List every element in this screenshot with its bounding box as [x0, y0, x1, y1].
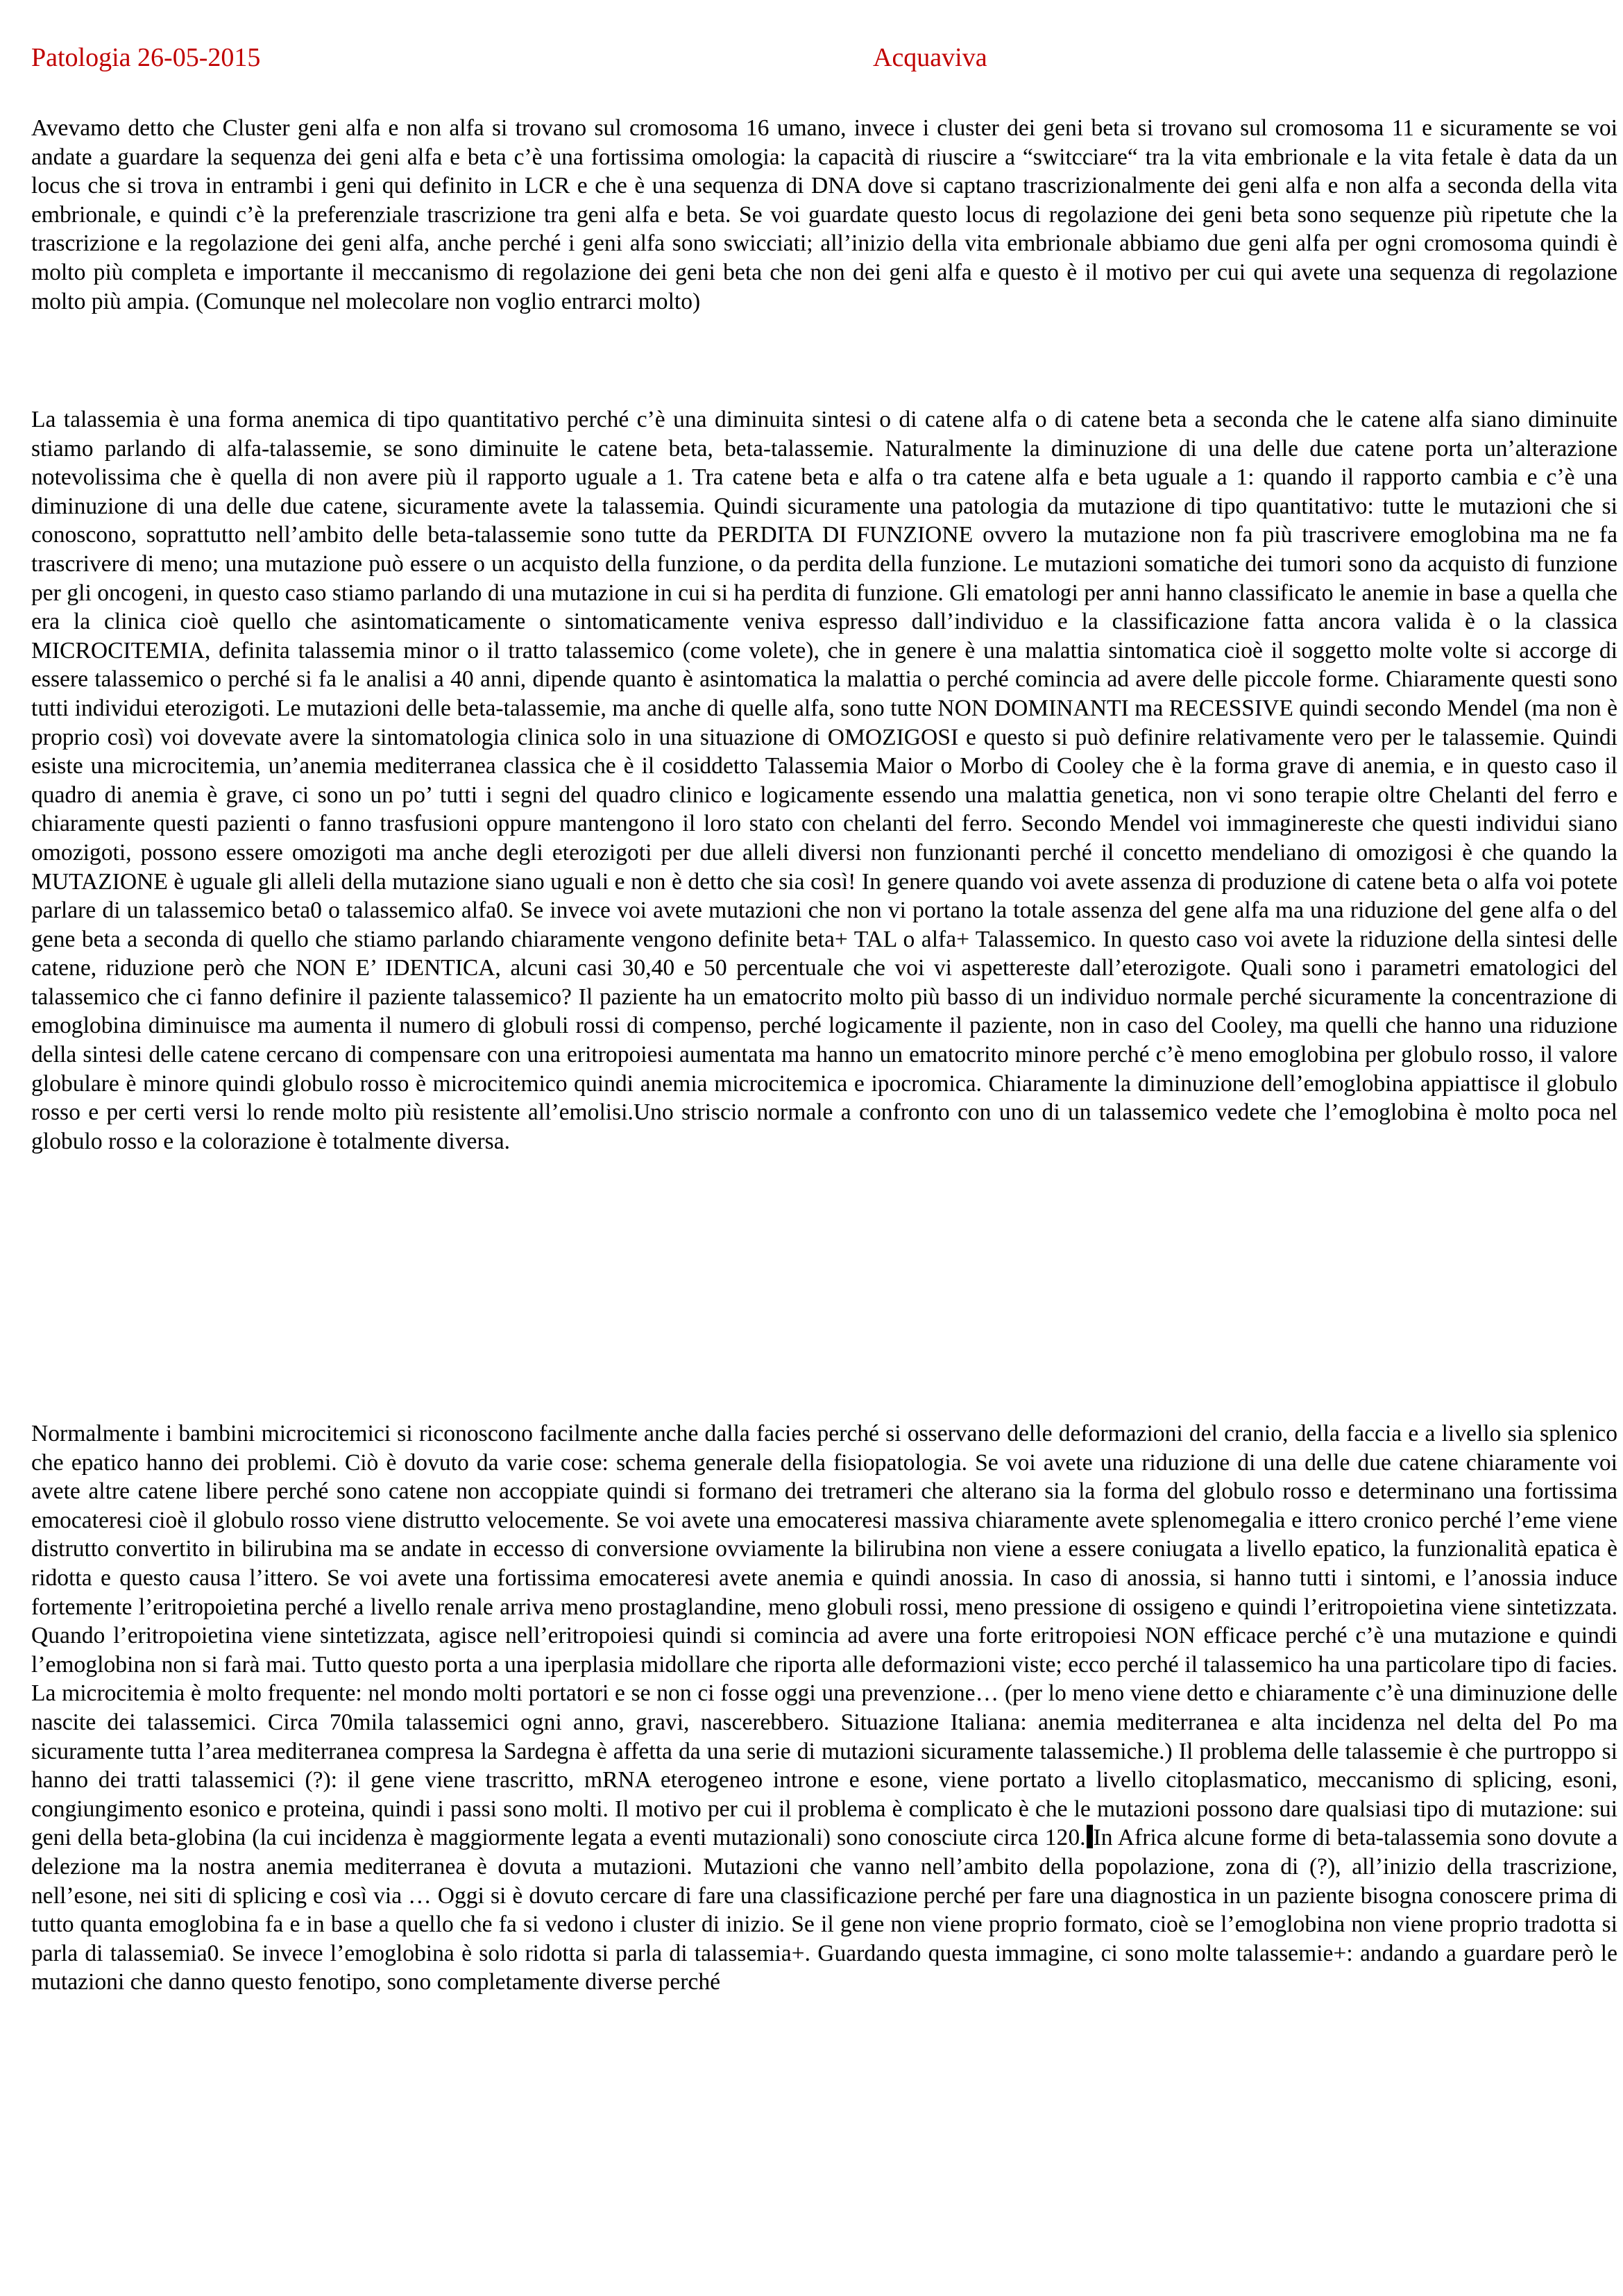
paragraph-3-part-2: In Africa alcune forme di beta-talassemia sono dovute a delezione ma la nostra anemia mediterranea è dovuta a mutazioni. Mutazioni che vanno nell’ambito della popolazione, zona di (?), all’inizio della trascrizione, nell’esone, nei siti di splicing e così via … Oggi si è dovuto cercare di fare una classificazione perché per fare una diagnostica in un paziente bisogna conoscere prima di tutto quanta emoglobina fa e in base a quello che fa si vedono i cluster di inizio. Se il gene non viene proprio formato, cioè se l’emoglobina non viene proprio tradotta si parla di talassemia0. Se invece l’emoglobina è solo ridotta si parla di talassemia+. Guardando questa immagine, ci sono molte talassemie+: andando a guardare però le mutazioni che danno questo fenotipo, sono completamente diverse perché: [31, 1825, 1617, 1995]
document-title: Patologia 26-05-2015: [31, 43, 261, 72]
document-author: Acquaviva: [873, 43, 987, 72]
text-cursor-icon: [1087, 1825, 1093, 1848]
paragraph-3: [31, 1419, 1617, 1997]
paragraph-1: Avevamo detto che Cluster geni alfa e non alfa si trovano sul cromosoma 16 umano, invece i cluster dei geni beta si trovano sul cromosoma 11 e sicuramente se voi andate a guardare la sequenza dei geni alfa e beta c’è una fortissima omologia: la capacità di riuscire a “switcciare“ tra la vita embrionale e la vita fetale è data da un locus che si trova in entrambi i geni qui definito in LCR e che è una sequenza di DNA dove si captano trascrizionalmente dei geni alfa e non alfa a seconda della vita embrionale, e quindi c’è la preferenziale trascrizione tra geni alfa e beta. Se voi guardate questo locus di regolazione dei geni beta sono sequenze più ripetute che la trascrizione e la regolazione dei geni alfa, anche perché i geni alfa sono swicciati; all’inizio della vita embrionale abbiamo due geni alfa per ogni cromosoma quindi è molto più completa e importante il meccanismo di regolazione dei geni beta che non dei geni alfa e questo è il motivo per cui qui avete una sequenza di regolazione molto più ampia. (Comunque nel molecolare non voglio entrarci molto): [31, 115, 1617, 314]
page-header: [31, 39, 1622, 76]
paragraph-2: La talassemia è una forma anemica di tipo quantitativo perché c’è una diminuita sintesi o di catene alfa o di catene beta a seconda che le catene alfa siano diminuite stiamo parlando di alfa-talassemie, se sono diminuite le catene beta, beta-talassemie. Naturalmente la diminuzione di una delle due catene porta un’alterazione notevolissima che è quella di non avere più il rapporto uguale a 1. Tra catene beta e alfa o tra catene alfa e beta uguale a 1: quando il rapporto cambia e c’è una diminuzione di una delle due catene, sicuramente avete la talassemia. Quindi sicuramente una patologia da mutazione di tipo quantitativo: tutte le mutazioni che si conoscono, soprattutto nell’ambito delle beta-talassemie sono tutte da PERDITA DI FUNZIONE ovvero la mutazione non fa più trascrivere emoglobina ma ne fa trascrivere di meno; una mutazione può essere o un acquisto della funzione, o da perdita della funzione. Le mutazioni somatiche dei tumori sono da acquisto di funzione per gli oncogeni, in questo caso stiamo parlando di una mutazione in cui si ha perdita di funzione. Gli ematologi per anni hanno classificato le anemie in base a quella che era la clinica cioè quello che asintomaticamente o sintomaticamente veniva espresso dall’individuo e la classificazione fatta ancora valida è o la classica MICROCITEMIA, definita talassemia minor o il tratto talassemico (come volete), che in genere è una malattia sintomatica cioè il soggetto molte volte si accorge di essere talassemico o perché si fa le analisi a 40 anni, dipende quanto è asintomatica la malattia o perché comincia ad avere delle piccole forme. Chiaramente questi sono tutti individui eterozigoti. Le mutazioni delle beta-talassemie, ma anche di quelle alfa, sono tutte NON DOMINANTI ma RECESSIVE quindi secondo Mendel (ma non è proprio così) voi dovevate avere la sintomatologia clinica solo in una situazione di OMOZIGOSI e questo si può definire relativamente vero per le talassemie. Quindi esiste una microcitemia, un’anemia mediterranea classica che è il cosiddetto Talassemia Maior o Morbo di Cooley che è la forma grave di anemia, e in questo caso il quadro di anemia è grave, ci sono un po’ tutti i segni del quadro clinico e logicamente essendo una malattia genetica, non vi sono terapie oltre Chelanti del ferro e chiaramente questi pazienti o fanno trasfusioni oppure mantengono il loro stato con chelanti del ferro. Secondo Mendel voi immaginereste che questi individui siano omozigoti, possono essere omozigoti ma anche degli eterozigoti per due alleli diversi non funzionanti perché il concetto mendeliano di omozigosi è che quando la MUTAZIONE è uguale gli alleli della mutazione siano uguali e non è detto che sia così! In genere quando voi avete assenza di produzione di catene beta o alfa voi potete parlare di un talassemico beta0 o talassemico alfa0. Se invece voi avete mutazioni che non vi portano la totale assenza del gene alfa ma una riduzione del gene alfa o del gene beta a seconda di quello che stiamo parlando chiaramente vengono definite beta+ TAL o alfa+ Talassemico. In questo caso voi avete la riduzione della sintesi delle catene, riduzione però che NON E’ IDENTICA, alcuni casi 30,40 e 50 percentuale che voi vi aspettereste dall’eterozigote. Quali sono i parametri ematologici del talassemico che ci fanno definire il paziente talassemico? Il paziente ha un ematocrito molto più basso di un individuo normale perché sicuramente la concentrazione di emoglobina diminuisce ma aumenta il numero di globuli rossi di compenso, perché logicamente il paziente, non in caso del Cooley, ma quelli che hanno una riduzione della sintesi delle catene cercano di compensare con una eritropoiesi aumentata ma hanno un ematocrito minore perché c’è meno emoglobina per globulo rosso, il valore globulare è minore quindi globulo rosso è microcitemico quindi anemia microcitemica e ipocromica. Chiaramente la diminuzione dell’emoglobina appiattisce il globulo rosso e per certi versi lo rende molto più resistente all’emolisi.Uno striscio normale a confronto con uno di un talassemico vedete che l’emoglobina è molto poca nel globulo rosso e la colorazione è totalmente diversa.: [31, 407, 1617, 1154]
paragraph-3-part-1: Normalmente i bambini microcitemici si riconoscono facilmente anche dalla facies perché si osservano delle deformazioni del cranio, della faccia e a livello sia splenico che epatico hanno dei problemi. Ciò è dovuto da varie cose: schema generale della fisiopatologia. Se voi avete una riduzione di una delle due catene chiaramente voi avete altre catene libere perché sono catene non accoppiate quindi si formano dei tretrameri che alterano sia la forma del globulo rosso e determinano una fortissima emocateresi cioè il globulo rosso viene distrutto velocemente. Se voi avete una emocateresi massiva chiaramente avete splenomegalia e ittero cronico perché l’eme viene distrutto convertito in bilirubina ma se andate in eccesso di conversione ovviamente la bilirubina non viene a essere coniugata a livello epatico, la funzionalità epatica è ridotta e questo causa l’ittero. Se voi avete una fortissima emocateresi avete anemia e quindi anossia. In caso di anossia, si hanno tutti i sintomi, e l’anossia induce fortemente l’eritropoietina perché a livello renale arriva meno prostaglandine, meno globuli rossi, meno pressione di ossigeno e quindi l’eritropoietina viene sintetizzata. Quando l’eritropoietina viene sintetizzata, agisce nell’eritropoiesi quindi si comincia ad avere una forte eritropoiesi NON efficace perché c’è una mutazione e quindi l’emoglobina non si farà mai. Tutto questo porta a una iperplasia midollare che riporta alle deformazioni viste; ecco perché il talassemico ha una particolare tipo di facies. La microcitemia è molto frequente: nel mondo molti portatori e se non ci fosse oggi una prevenzione… (per lo meno viene detto e chiaramente c’è una diminuzione delle nascite dei talassemici. Circa 70mila talassemici ogni anno, gravi, nascerebbero. Situazione Italiana: anemia mediterranea e alta incidenza nel delta del Po ma sicuramente tutta l’area mediterranea compresa la Sardegna è affetta da una serie di mutazioni sicuramente talassemiche.) Il problema delle talassemie è che purtroppo si hanno dei tratti talassemici (?): il gene viene trascritto, mRNA eterogeneo introne e esone, viene portato a livello citoplasmatico, meccanismo di splicing, esoni, congiungimento esonico e proteina, quindi i passi sono molti. Il motivo per cui il problema è complicato è che le mutazioni possono dare qualsiasi tipo di mutazione: sui geni della beta-globina (la cui incidenza è maggiormente legata a eventi mutazionali) sono conosciute circa 120.: [31, 1421, 1617, 1851]
document-page: [31, 39, 1622, 1995]
